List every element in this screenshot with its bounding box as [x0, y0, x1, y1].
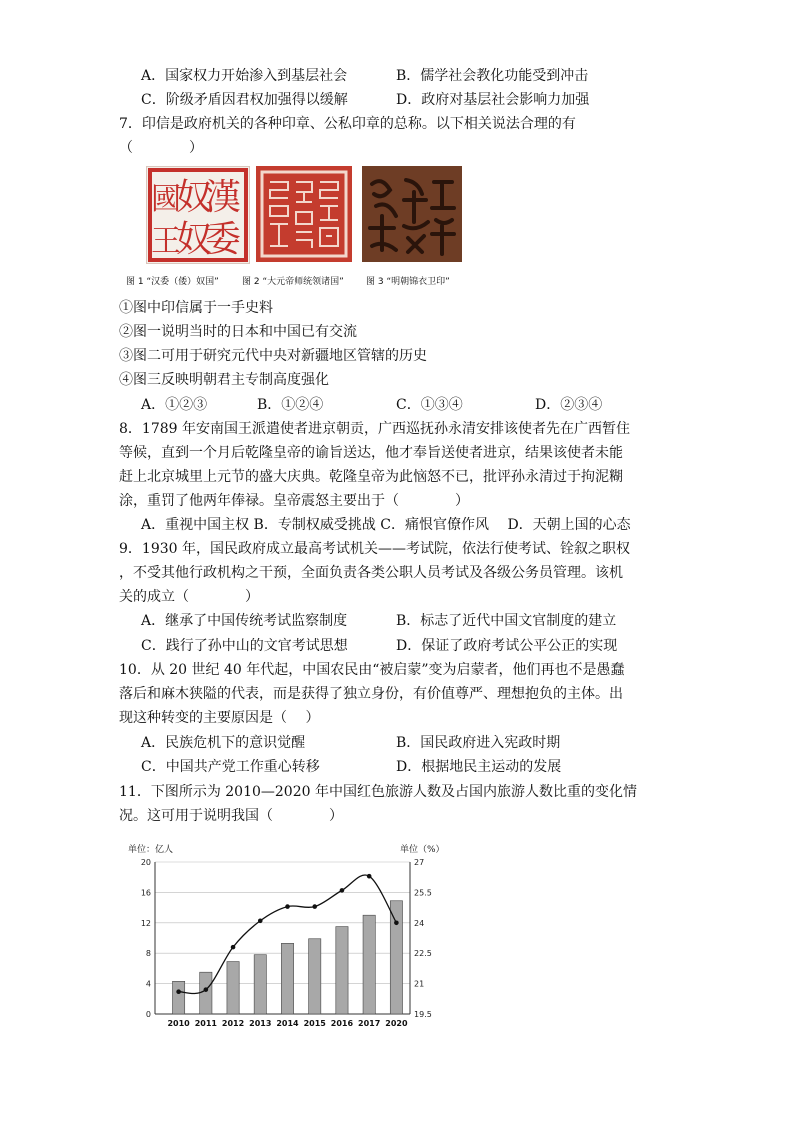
- x-tick-label: 2010: [167, 1019, 190, 1028]
- bar: [336, 927, 348, 1014]
- x-tick-label: 2011: [194, 1019, 217, 1028]
- right-tick-label: 27: [414, 858, 425, 867]
- bar: [200, 972, 212, 1014]
- figure-1-caption: 图 1 “汉委（倭）奴国”: [126, 277, 219, 287]
- seal-yuan-dishi-image: [256, 166, 352, 262]
- seal1-char-3b: 奴: [175, 219, 213, 260]
- left-tick-label: 12: [140, 918, 151, 928]
- seal1-char-2: 委: [204, 219, 242, 260]
- q9-option-b: B．标志了近代中国文官制度的建立: [396, 613, 617, 629]
- x-tick-label: 2017: [358, 1019, 381, 1028]
- q7-statement-3: ③图二可用于研究元代中央对新疆地区管辖的历史: [119, 348, 427, 364]
- right-tick-label: 24: [414, 918, 425, 928]
- bar: [227, 962, 239, 1014]
- q7-option-b: B．①②④: [257, 397, 324, 413]
- q8-line-3: 赶上北京城里上元节的盛大庆典。乾隆皇帝为此恼怒不已，批评孙永清过于拘泥糊: [119, 469, 623, 485]
- q7-statement-2: ②图一说明当时的日本和中国已有交流: [119, 324, 357, 340]
- bar: [363, 915, 375, 1014]
- right-tick-label: 19.5: [414, 1010, 432, 1019]
- right-tick-label: 21: [414, 979, 425, 989]
- share-point: [367, 874, 372, 879]
- figure-2-caption: 图 2 “大元帝师统领诸国”: [242, 277, 344, 287]
- q8-line-1: 8．1789 年安南国王派遣使者进京朝贡，广西巡抚孙永清安排该使者先在广西暂住: [119, 421, 630, 437]
- bar: [172, 981, 184, 1014]
- left-tick-label: 0: [145, 1010, 151, 1019]
- share-point: [176, 989, 181, 994]
- q7-statement-1: ①图中印信属于一手史料: [119, 300, 273, 316]
- seal-han-wei-nu-guo-image: [146, 166, 250, 264]
- share-point: [312, 904, 317, 909]
- share-point: [340, 888, 345, 893]
- seal1-char-5: 王: [151, 224, 181, 259]
- x-tick-label: 2020: [385, 1019, 408, 1028]
- q9-line-3: 关的成立（ ）: [119, 589, 259, 605]
- q10-option-d: D．根据地民主运动的发展: [396, 759, 562, 775]
- q8-options: A．重视中国主权 B．专制权威受挑战 C．痛恨官僚作风 D．天朝上国的心态: [141, 517, 631, 533]
- left-tick-label: 4: [145, 979, 151, 989]
- x-tick-label: 2015: [303, 1019, 326, 1028]
- left-tick-label: 8: [145, 949, 151, 959]
- q6-option-c: C．阶级矛盾因君权加强得以缓解: [141, 92, 348, 108]
- bar: [281, 943, 293, 1014]
- share-point: [204, 987, 209, 992]
- seal1-char-1: 漢: [204, 177, 242, 218]
- figure-3-caption: 图 3 “明朝锦衣卫印”: [366, 277, 450, 287]
- q7-option-a: A．①②③: [141, 397, 208, 413]
- q10-line-2: 落后和麻木狭隘的代表，而是获得了独立身份，有价值尊严、理想抱负的主体。出: [119, 686, 623, 702]
- seal1-char-4: 國: [151, 182, 181, 217]
- x-tick-label: 2016: [330, 1019, 354, 1028]
- red-tourism-chart: [110, 836, 470, 1036]
- q11-line-1: 11．下图所示为 2010—2020 年中国红色旅游人数及占国内旅游人数比重的变化情: [119, 784, 637, 800]
- x-tick-label: 2012: [221, 1019, 245, 1028]
- right-axis-label: 单位（%）: [400, 845, 445, 855]
- bar: [309, 939, 321, 1014]
- q6-option-d: D．政府对基层社会影响力加强: [396, 92, 590, 108]
- right-tick-label: 22.5: [414, 949, 432, 959]
- q10-option-c: C．中国共产党工作重心转移: [141, 759, 320, 775]
- x-tick-label: 2013: [249, 1019, 272, 1028]
- share-point: [258, 918, 263, 923]
- q7-option-c: C．①③④: [396, 397, 463, 413]
- seal-ming-jinyiwei-image: [362, 166, 462, 262]
- q10-option-a: A．民族危机下的意识觉醒: [141, 735, 306, 751]
- share-point: [285, 904, 290, 909]
- q6-option-a: A．国家权力开始渗入到基层社会: [141, 68, 348, 84]
- x-tick-label: 2014: [276, 1019, 299, 1028]
- q11-line-2: 况。这可用于说明我国（ ）: [119, 808, 343, 824]
- q10-line-1: 10．从 20 世纪 40 年代起，中国农民由“被启蒙”变为启蒙者，他们再也不是愚蠢: [119, 662, 625, 678]
- seal1-char-3: 奴: [175, 177, 213, 218]
- q7-answer-blank: （ ）: [119, 140, 203, 156]
- q7-statement-4: ④图三反映明朝君主专制高度强化: [119, 372, 329, 388]
- q10-option-b: B．国民政府进入宪政时期: [396, 735, 561, 751]
- left-tick-label: 20: [140, 858, 151, 867]
- q8-line-2: 等候，直到一个月后乾隆皇帝的谕旨送达，他才奉旨送使者进京，结果该使者未能: [119, 445, 623, 461]
- q7-option-d: D．②③④: [535, 397, 603, 413]
- q9-option-c: C．践行了孙中山的文官考试思想: [141, 638, 348, 654]
- share-point: [231, 945, 236, 950]
- q9-line-2: ，不受其他行政机构之干预，全面负责各类公职人员考试及各级公务员管理。该机: [119, 565, 623, 581]
- right-tick-label: 25.5: [414, 888, 432, 898]
- bar: [254, 955, 266, 1014]
- q9-option-a: A．继承了中国传统考试监察制度: [141, 613, 348, 629]
- q6-option-b: B．儒学社会教化功能受到冲击: [396, 68, 589, 84]
- bar: [390, 901, 402, 1014]
- q8-line-4: 涂，重罚了他两年俸禄。皇帝震怒主要出于（ ）: [119, 493, 469, 509]
- q10-line-3: 现这种转变的主要原因是（ ）: [119, 710, 320, 726]
- left-axis-label: 单位：亿人: [128, 845, 174, 855]
- q9-line-1: 9．1930 年，国民政府成立最高考试机关——考试院，依法行使考试、铨叙之职权: [119, 541, 630, 557]
- q9-option-d: D．保证了政府考试公平公正的实现: [396, 638, 618, 654]
- share-point: [394, 921, 399, 926]
- q7-stem: 7．印信是政府机关的各种印章、公私印章的总称。以下相关说法合理的有: [119, 116, 576, 132]
- left-tick-label: 16: [140, 888, 151, 898]
